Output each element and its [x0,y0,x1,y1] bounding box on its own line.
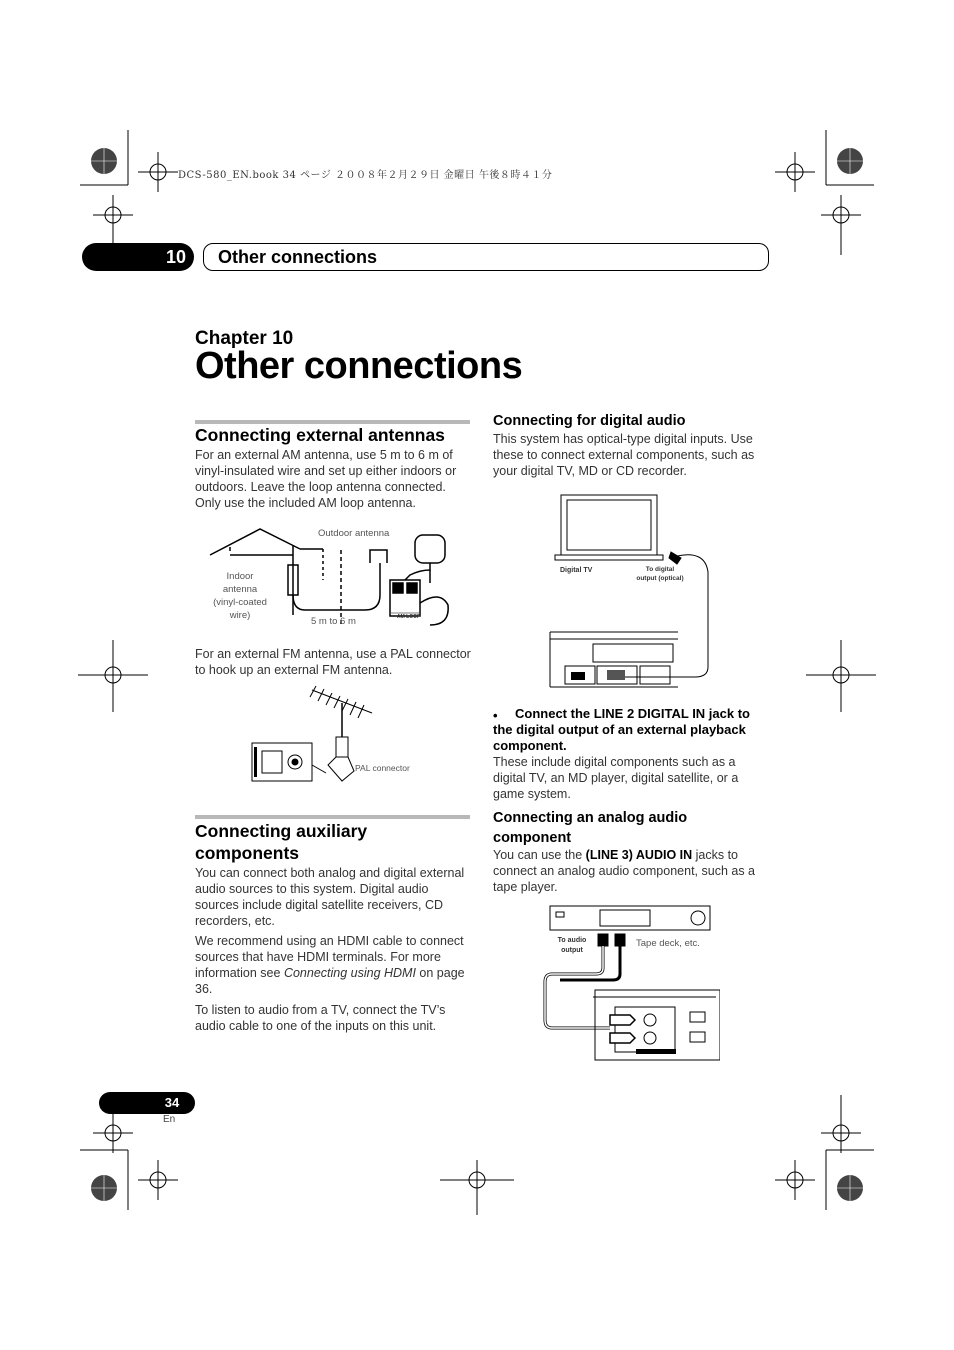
analog-jack-name: (LINE 3) AUDIO IN [585,848,693,862]
outdoor-antenna-label: Outdoor antenna [318,528,390,539]
book-file-header: DCS-580_EN.book 34 ページ ２００８年２月２９日 金曜日 午後８時４１分 [178,170,553,181]
auxiliary-p2-before: We recommend using an HDMI cable to connect sources that have HDMI terminals. For more information see [195,934,464,980]
chapter-label: Chapter 10 [195,328,294,349]
heading-digital-audio: Connecting for digital audio [493,413,686,429]
distance-label: 5 m to 6 m [311,616,356,627]
am-antenna-text: For an external AM antenna, use 5 m to 6 m of vinyl-insulated wire and set up either indoors or outdoors. Leave the loop antenna connected. Only use the included AM loop antenna. [195,448,457,510]
auxiliary-p2-after: on page 36. [195,966,465,996]
tape-deck-diagram [540,902,720,1064]
heading-analog-audio-1: Connecting an analog audio [493,810,688,826]
hdmi-cross-reference[interactable]: Connecting using HDMI [283,966,416,980]
pal-connector-label: PAL connector [355,763,410,773]
page-language: En [163,1114,176,1125]
analog-text-after: jacks to connect an analog audio component, such as a tape player. [493,848,755,894]
indoor-antenna-label-3: (vinyl-coated [213,597,267,608]
digital-tv-diagram [545,492,720,692]
chapter-number: 10 [165,247,187,267]
page-number: 34 [164,1095,180,1110]
audio-output-label-1: To audio [557,937,587,944]
auxiliary-paragraph-1: You can connect both analog and digital external audio sources to this system. Digital audio sources include digital satellite receivers, CD recorders, etc. [195,866,465,928]
auxiliary-paragraph-3: To listen to audio from a TV, connect the TV’s audio cable to one of the inputs on this unit. [195,1003,446,1033]
auxiliary-paragraph-2 [195,933,467,997]
indoor-antenna-label-1: Indoor [226,571,254,582]
instruction-text: Connect the LINE 2 DIGITAL IN jack to the digital output of an external playback component. [493,706,750,753]
instruction-description: These include digital components such as a digital TV, an MD player, digital satellite, or a game system. [493,755,739,801]
digital-audio-text: This system has optical-type digital inputs. Use these to connect external components, such as your digital TV, MD or CD recorder. [493,432,755,478]
digital-output-label-1: To digital [645,566,675,573]
analog-text-before: You can use the [493,848,586,862]
fm-antenna-text: For an external FM antenna, use a PAL connector to hook up an external FM antenna. [195,647,471,677]
section-heading-antennas: Connecting external antennas [195,425,445,445]
indoor-antenna-label-2: antenna [222,584,258,595]
digital-tv-label: Digital TV [560,567,593,574]
heading-analog-audio-2: component [493,830,572,846]
section-rule [195,815,470,819]
instruction-bullet: • [493,708,498,723]
chapter-title: Other connections [195,345,523,387]
am-loop-label: AM LOOP [397,614,421,620]
section-heading-auxiliary-1: Connecting auxiliary [195,821,368,841]
tape-deck-label: Tape deck, etc. [636,938,700,949]
analog-audio-text [493,847,771,895]
section-heading-auxiliary-2: components [195,843,300,863]
running-header-title: Other connections [218,247,378,267]
indoor-antenna-label-4: wire) [229,610,251,621]
digital-output-label-2: output (optical) [636,575,684,582]
fm-antenna-diagram [250,685,430,790]
audio-output-label-2: output [561,947,583,954]
